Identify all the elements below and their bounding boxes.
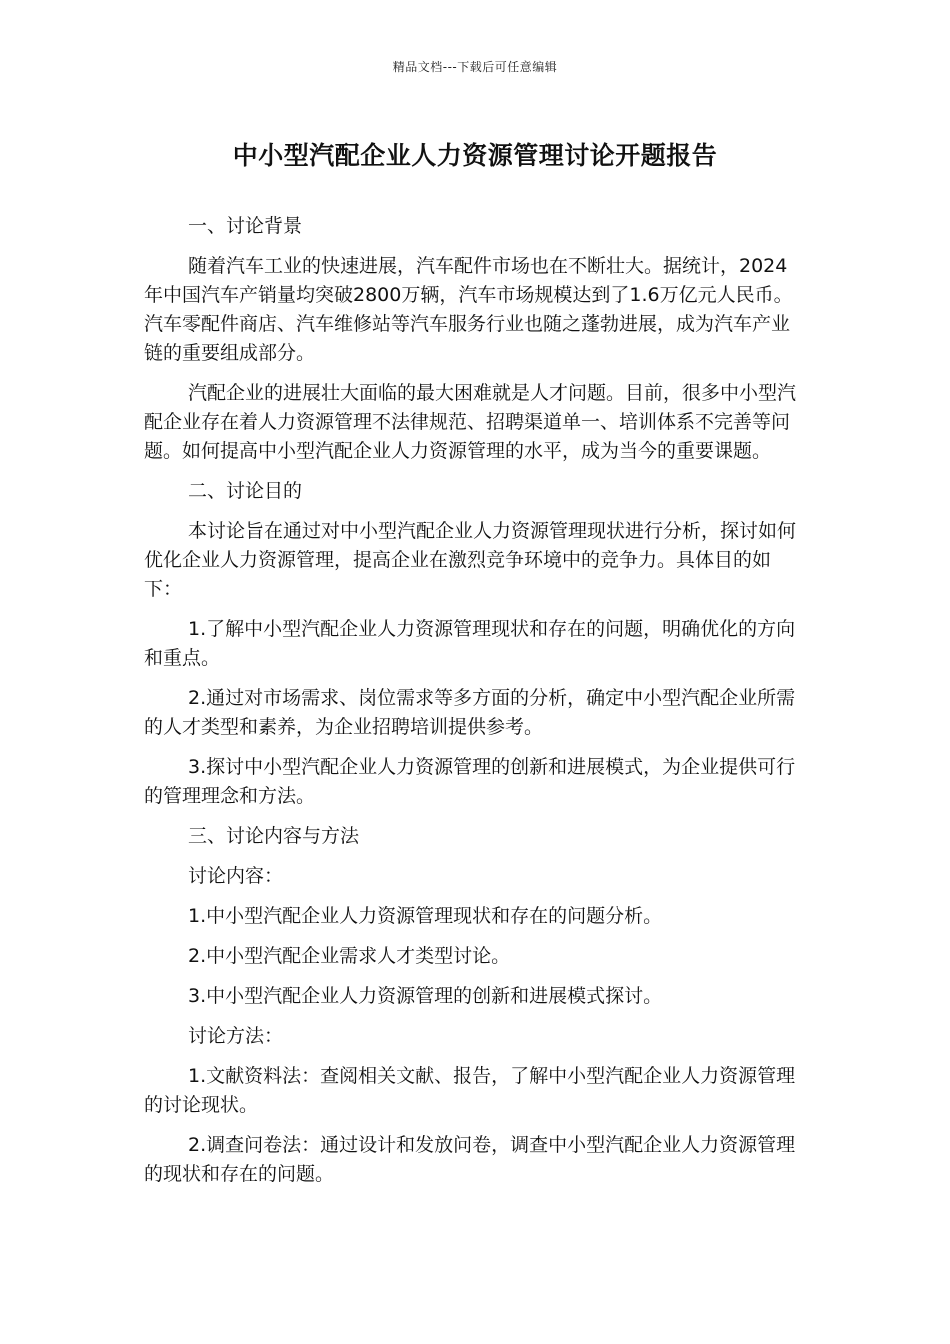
purpose-item-1: 1.了解中小型汽配企业人力资源管理现状和存在的问题，明确优化的方向和重点。 xyxy=(144,618,796,669)
section-heading-background: 一、讨论背景 xyxy=(188,215,303,237)
method-item-1: 1.文献资料法：查阅相关文献、报告，了解中小型汽配企业人力资源管理的讨论现状。 xyxy=(144,1065,796,1116)
document-title: 中小型汽配企业人力资源管理讨论开题报告 xyxy=(232,141,718,170)
section-heading-content-method: 三、讨论内容与方法 xyxy=(188,825,360,847)
content-item-3: 3.中小型汽配企业人力资源管理的创新和进展模式探讨。 xyxy=(188,985,663,1007)
header-note: 精品文档---下载后可任意编辑 xyxy=(392,60,558,74)
purpose-item-3: 3.探讨中小型汽配企业人力资源管理的创新和进展模式，为企业提供可行的管理理念和方法。 xyxy=(144,756,796,807)
subheading-method: 讨论方法： xyxy=(188,1025,284,1047)
paragraph-background-market: 随着汽车工业的快速进展，汽车配件市场也在不断壮大。据统计，2024年中国汽车产销量均突破2800万辆，汽车市场规模达到了1.6万亿元人民币。汽车零配件商店、汽车维修站等汽车服务行业也随之蓬勃进展，成为汽车产业链的重要组成部分。 xyxy=(144,255,793,364)
document-body xyxy=(144,212,806,1200)
paragraph-background-talent: 汽配企业的进展壮大面临的最大困难就是人才问题。目前，很多中小型汽配企业存在着人力资源管理不法律规范、招聘渠道单一、培训体系不完善等问题。如何提高中小型汽配企业人力资源管理的水平，成为当今的重要课题。 xyxy=(144,382,797,462)
section-heading-purpose: 二、讨论目的 xyxy=(188,480,303,502)
content-item-2: 2.中小型汽配企业需求人才类型讨论。 xyxy=(188,945,511,967)
method-item-2: 2.调查问卷法：通过设计和发放问卷，调查中小型汽配企业人力资源管理的现状和存在的问题。 xyxy=(144,1134,796,1185)
subheading-content: 讨论内容： xyxy=(188,865,284,887)
paragraph-purpose-intro: 本讨论旨在通过对中小型汽配企业人力资源管理现状进行分析，探讨如何优化企业人力资源管理，提高企业在激烈竞争环境中的竞争力。具体目的如下： xyxy=(144,520,797,600)
purpose-item-2: 2.通过对市场需求、岗位需求等多方面的分析，确定中小型汽配企业所需的人才类型和素养，为企业招聘培训提供参考。 xyxy=(144,687,796,738)
content-item-1: 1.中小型汽配企业人力资源管理现状和存在的问题分析。 xyxy=(188,905,663,927)
